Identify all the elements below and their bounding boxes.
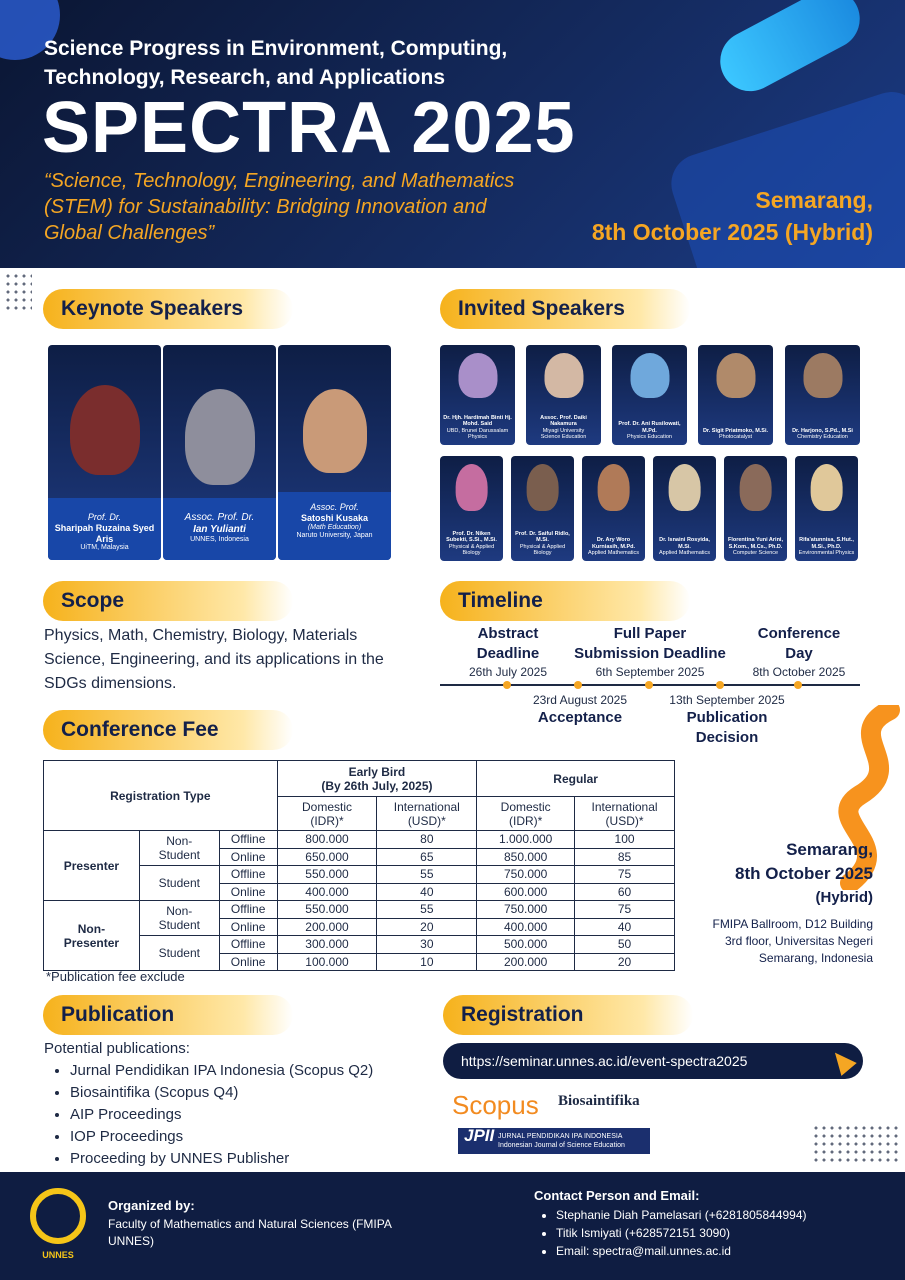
header-international [377, 797, 477, 831]
invited-caption [440, 415, 515, 445]
header-domestic [477, 797, 575, 831]
section-publication: Publication [43, 995, 293, 1035]
early-bird-date: (By 26th July, 2025) [321, 778, 433, 793]
jpii-name: JURNAL PENDIDIKAN IPA INDONESIA [498, 1133, 623, 1140]
date-line: 8th October 2025 (Hybrid) [591, 219, 873, 245]
timeline-label: Submission Deadline [574, 645, 726, 662]
speaker-field: Science Education [540, 434, 587, 441]
fee-cell: 100 [575, 831, 675, 849]
speaker-affil: Naruto University, Japan [296, 531, 373, 539]
group-non-presenter [44, 901, 140, 971]
fee-cell: 800.000 [277, 831, 377, 849]
col-unit: (USD)* [605, 813, 644, 828]
invited-caption [698, 428, 773, 445]
fee-note: *Publication fee exclude [46, 969, 185, 984]
fee-cell: 750.000 [477, 901, 575, 919]
header-registration-type: Registration Type [44, 761, 278, 831]
speaker-name: Sharipah Ruzaina Syed Aris [54, 522, 155, 544]
fee-cell: 600.000 [477, 883, 575, 901]
fee-cell: 55 [377, 866, 477, 884]
invited-caption [785, 428, 860, 445]
fee-cell: 1.000.000 [477, 831, 575, 849]
col-unit: (IDR)* [509, 813, 543, 828]
fee-cell: 10 [377, 953, 477, 971]
timeline-label: Publication [686, 709, 768, 726]
invited-caption [582, 537, 645, 561]
header-international [575, 797, 675, 831]
section-invited: Invited Speakers [440, 289, 690, 329]
sub-non-student [139, 831, 219, 866]
speaker-name: Rifa'atunnisa, S.Hut., M.Si., Ph.D. [799, 537, 854, 550]
timeline-abstract [448, 624, 568, 680]
mode-cell: Offline [219, 901, 277, 919]
speaker-photo [455, 464, 488, 511]
invited-card [612, 345, 687, 445]
group-presenter: Presenter [44, 831, 140, 901]
speaker-photo [739, 464, 772, 511]
fee-cell: 650.000 [277, 848, 377, 866]
speaker-name: Dr. Sigit Priatmoko, M.Si. [702, 427, 769, 434]
fee-cell: 850.000 [477, 848, 575, 866]
fee-cell: 80 [377, 831, 477, 849]
mode-cell: Online [219, 953, 277, 971]
list-item: • Email: spectra@mail.unnes.ac.id [556, 1242, 807, 1260]
col-label: Domestic [500, 799, 551, 814]
keynote-caption [48, 498, 161, 560]
venue-mode: (Hybrid) [815, 889, 873, 906]
speaker-name: Florentina Yuni Arini, S.Kom., M.Cs., Ph.D. [727, 537, 783, 550]
footer [0, 1172, 905, 1280]
invited-card [653, 456, 716, 561]
keynote-caption [163, 498, 276, 560]
unnes-logo-text: UNNES [42, 1250, 74, 1260]
timeline-date: 23rd August 2025 [532, 693, 628, 707]
mode-cell: Online [219, 848, 277, 866]
address-line: 3rd floor, Universitas Negeri [724, 934, 873, 948]
event-title: SPECTRA 2025 [42, 88, 576, 168]
timeline-publication [660, 692, 794, 748]
mode-cell: Online [219, 883, 277, 901]
speaker-name: Prof. Dr. Saiful Ridlo, M.Si. [515, 530, 570, 544]
speaker-field: Physics [468, 434, 487, 441]
speaker-photo [544, 353, 583, 398]
list-item: • Proceeding by UNNES Publisher [70, 1148, 373, 1170]
speaker-affil: UBD, Brunei Darussalam [446, 427, 509, 434]
fee-cell: 55 [377, 901, 477, 919]
group-label: Presenter [63, 935, 120, 950]
address-line: Semarang, Indonesia [758, 951, 873, 965]
invited-caption [795, 537, 858, 561]
timeline-acceptance [518, 692, 642, 728]
timeline-fullpaper [565, 624, 735, 680]
invited-caption [653, 537, 716, 561]
fee-cell: 400.000 [277, 883, 377, 901]
jpii-mark: JPII [464, 1126, 495, 1145]
header-domestic [277, 797, 377, 831]
section-timeline: Timeline [440, 581, 690, 621]
sub-label: Non- [166, 904, 193, 918]
keynote-card [163, 345, 276, 560]
speaker-name: Prof. Dr. Ani Rusilowati, M.Pd. [618, 421, 681, 434]
invited-card [526, 345, 601, 445]
timeline-dot [503, 681, 511, 689]
invited-card [698, 345, 773, 445]
mode-cell: Offline [219, 936, 277, 954]
col-label: International [591, 799, 658, 814]
organizer-name: Faculty of Mathematics and Natural Sciences (FMIPA UNNES) [108, 1217, 392, 1248]
speaker-name: Prof. Dr. Niken Subekti, S.Si., M.Si. [446, 530, 497, 544]
scopus-logo: Scopus [452, 1090, 539, 1120]
section-keynote: Keynote Speakers [43, 289, 293, 329]
invited-card [724, 456, 787, 561]
early-bird-label: Early Bird [348, 764, 406, 779]
invited-caption [511, 531, 574, 561]
timeline-label: Day [785, 645, 813, 662]
invited-card [582, 456, 645, 561]
fee-cell: 20 [377, 918, 477, 936]
venue-date: 8th October 2025 [735, 864, 873, 883]
header-banner [0, 0, 905, 268]
timeline-label: Abstract [477, 625, 539, 642]
header-early-bird [277, 761, 477, 797]
speaker-title: Prof. Dr. [87, 512, 122, 522]
speaker-photo [70, 385, 140, 475]
fee-cell: 85 [575, 848, 675, 866]
fee-cell: 40 [377, 883, 477, 901]
speaker-name: Ian Yulianti [193, 524, 246, 535]
speaker-photo [630, 353, 669, 398]
speaker-field: Environmental Physics [798, 550, 855, 557]
venue-address [712, 916, 873, 967]
list-item: • Stephanie Diah Pamelasari (+6281805844994) [556, 1206, 807, 1224]
venue-block [712, 838, 873, 967]
fee-cell: 40 [575, 918, 675, 936]
list-item: • Jurnal Pendidikan IPA Indonesia (Scopus Q2) [70, 1060, 373, 1082]
fee-cell: 100.000 [277, 953, 377, 971]
decor-dots [812, 1124, 898, 1164]
speaker-field: Physics Education [627, 434, 672, 441]
speaker-photo [597, 464, 630, 511]
keynote-card [278, 345, 391, 560]
timeline-dot [645, 681, 653, 689]
publication-list [70, 1060, 373, 1170]
table-row [44, 831, 675, 849]
place-line: Semarang, [755, 187, 873, 213]
decor-ribbon [710, 0, 871, 102]
fee-cell: 200.000 [277, 918, 377, 936]
sub-label: Student [158, 918, 200, 932]
col-label: International [393, 799, 460, 814]
fee-cell: 550.000 [277, 866, 377, 884]
fee-cell: 20 [575, 953, 675, 971]
timeline-dot [574, 681, 582, 689]
biosaintifika-logo: Biosaintifika [558, 1093, 640, 1109]
section-registration: Registration [443, 995, 693, 1035]
mode-cell: Offline [219, 866, 277, 884]
unnes-logo-icon [30, 1188, 86, 1244]
speaker-field: Applied Mathematics [658, 550, 711, 557]
speaker-name: Dr. Ary Woro Kurniasih, M.Pd. [591, 537, 636, 550]
fee-cell: 200.000 [477, 953, 575, 971]
speaker-photo [526, 464, 559, 511]
fee-cell: 500.000 [477, 936, 575, 954]
event-subtitle: Science Progress in Environment, Computing, Technology, Research, and Applications [44, 37, 508, 89]
jpii-logo [458, 1128, 650, 1154]
timeline-label: Decision [695, 729, 759, 746]
invited-caption [724, 537, 787, 561]
invited-caption [612, 421, 687, 445]
invited-card [440, 456, 503, 561]
sub-student: Student [139, 866, 219, 901]
speaker-name: Dr. Hjh. Hardimah Binti Hj. Mohd. Said [443, 414, 512, 428]
timeline-date: 26th July 2025 [468, 665, 548, 679]
contact-list [556, 1206, 807, 1260]
scope-text: Physics, Math, Chemistry, Biology, Materials Science, Engineering, and its applications in the SDGs dimensions. [44, 627, 384, 692]
list-item: • IOP Proceedings [70, 1126, 373, 1148]
timeline-label: Conference [757, 625, 841, 642]
speaker-photo [303, 389, 367, 473]
speaker-affil: UiTM, Malaysia [80, 544, 129, 552]
timeline-dot [716, 681, 724, 689]
sub-label: Student [158, 848, 200, 862]
fee-cell: 75 [575, 901, 675, 919]
speaker-photo [716, 353, 755, 398]
speaker-name: Satoshi Kusaka [300, 512, 369, 523]
sub-non-student [139, 901, 219, 936]
speaker-affil: Miyagi University [542, 427, 585, 434]
address-line: FMIPA Ballroom, D12 Building [712, 917, 873, 931]
registration-link[interactable]: https://seminar.unnes.ac.id/event-spectra2025 [443, 1043, 863, 1079]
speaker-photo [803, 353, 842, 398]
speaker-title: Assoc. Prof. [310, 502, 359, 512]
mode-cell: Offline [219, 831, 277, 849]
header-regular: Regular [477, 761, 675, 797]
list-item: • Biosaintifika (Scopus Q4) [70, 1082, 373, 1104]
col-unit: (USD)* [407, 813, 446, 828]
speaker-field: Physical & Applied Biology [448, 543, 495, 557]
speaker-name: Dr. Harjono, S.Pd., M.Si [792, 427, 853, 434]
speaker-photo [810, 464, 843, 511]
speaker-field: Photocatalyst [718, 434, 753, 441]
invited-caption [440, 531, 503, 561]
fee-cell: 60 [575, 883, 675, 901]
contact-heading: Contact Person and Email: [534, 1188, 700, 1203]
group-label: Non- [77, 921, 106, 936]
timeline-date: 6th September 2025 [595, 665, 705, 679]
speaker-field: Physical & Applied Biology [519, 543, 566, 557]
event-theme: “Science, Technology, Engineering, and Mathematics (STEM) for Sustainability: Bridging Innovation and Global Challenges” [44, 170, 515, 244]
fee-cell: 75 [575, 866, 675, 884]
sub-label: Non- [166, 834, 193, 848]
keynote-card [48, 345, 161, 560]
speaker-sub: (Math Education) [307, 523, 362, 531]
speaker-photo [458, 353, 497, 398]
fee-cell: 65 [377, 848, 477, 866]
timeline-conference [740, 624, 858, 680]
invited-card [785, 345, 860, 445]
section-fee: Conference Fee [43, 710, 293, 750]
timeline-date: 8th October 2025 [752, 665, 846, 679]
decor-dots [4, 272, 32, 312]
speaker-name: Assoc. Prof. Daiki Nakamura [540, 414, 587, 428]
speaker-affil: UNNES, Indonesia [190, 536, 249, 543]
fee-cell: 30 [377, 936, 477, 954]
timeline-label: Full Paper [613, 625, 687, 642]
speaker-field: Chemistry Education [797, 434, 848, 441]
list-item: • Titik Ismiyati (+628572151 3090) [556, 1224, 807, 1242]
invited-card [440, 345, 515, 445]
timeline-label: Acceptance [537, 709, 623, 726]
event-place-date [592, 184, 873, 248]
speaker-name: Dr. Isnaini Rosyida, M.Si. [659, 537, 710, 550]
venue-city: Semarang, [786, 840, 873, 859]
organizer-heading: Organized by: [108, 1198, 195, 1213]
fee-cell: 50 [575, 936, 675, 954]
speaker-field: Applied Mathematics [587, 550, 640, 557]
speaker-title: Assoc. Prof. Dr. [184, 512, 255, 523]
fee-table [43, 760, 675, 971]
speaker-photo [185, 389, 255, 485]
timeline-dot [794, 681, 802, 689]
invited-card [795, 456, 858, 561]
sub-student: Student [139, 936, 219, 971]
col-label: Domestic [301, 799, 352, 814]
speaker-photo [668, 464, 701, 511]
list-item: • AIP Proceedings [70, 1104, 373, 1126]
invited-card [511, 456, 574, 561]
fee-cell: 750.000 [477, 866, 575, 884]
invited-caption [526, 415, 601, 445]
fee-cell: 400.000 [477, 918, 575, 936]
table-row [44, 901, 675, 919]
speaker-field: Computer Science [732, 550, 779, 557]
col-unit: (IDR)* [310, 813, 344, 828]
mode-cell: Online [219, 918, 277, 936]
fee-cell: 300.000 [277, 936, 377, 954]
section-scope: Scope [43, 581, 293, 621]
fee-cell: 550.000 [277, 901, 377, 919]
keynote-caption [278, 492, 391, 560]
jpii-sub: Indonesian Journal of Science Education [498, 1142, 625, 1149]
timeline-date: 13th September 2025 [669, 693, 785, 707]
publication-intro: Potential publications: [44, 1040, 190, 1057]
timeline-label: Deadline [476, 645, 540, 662]
